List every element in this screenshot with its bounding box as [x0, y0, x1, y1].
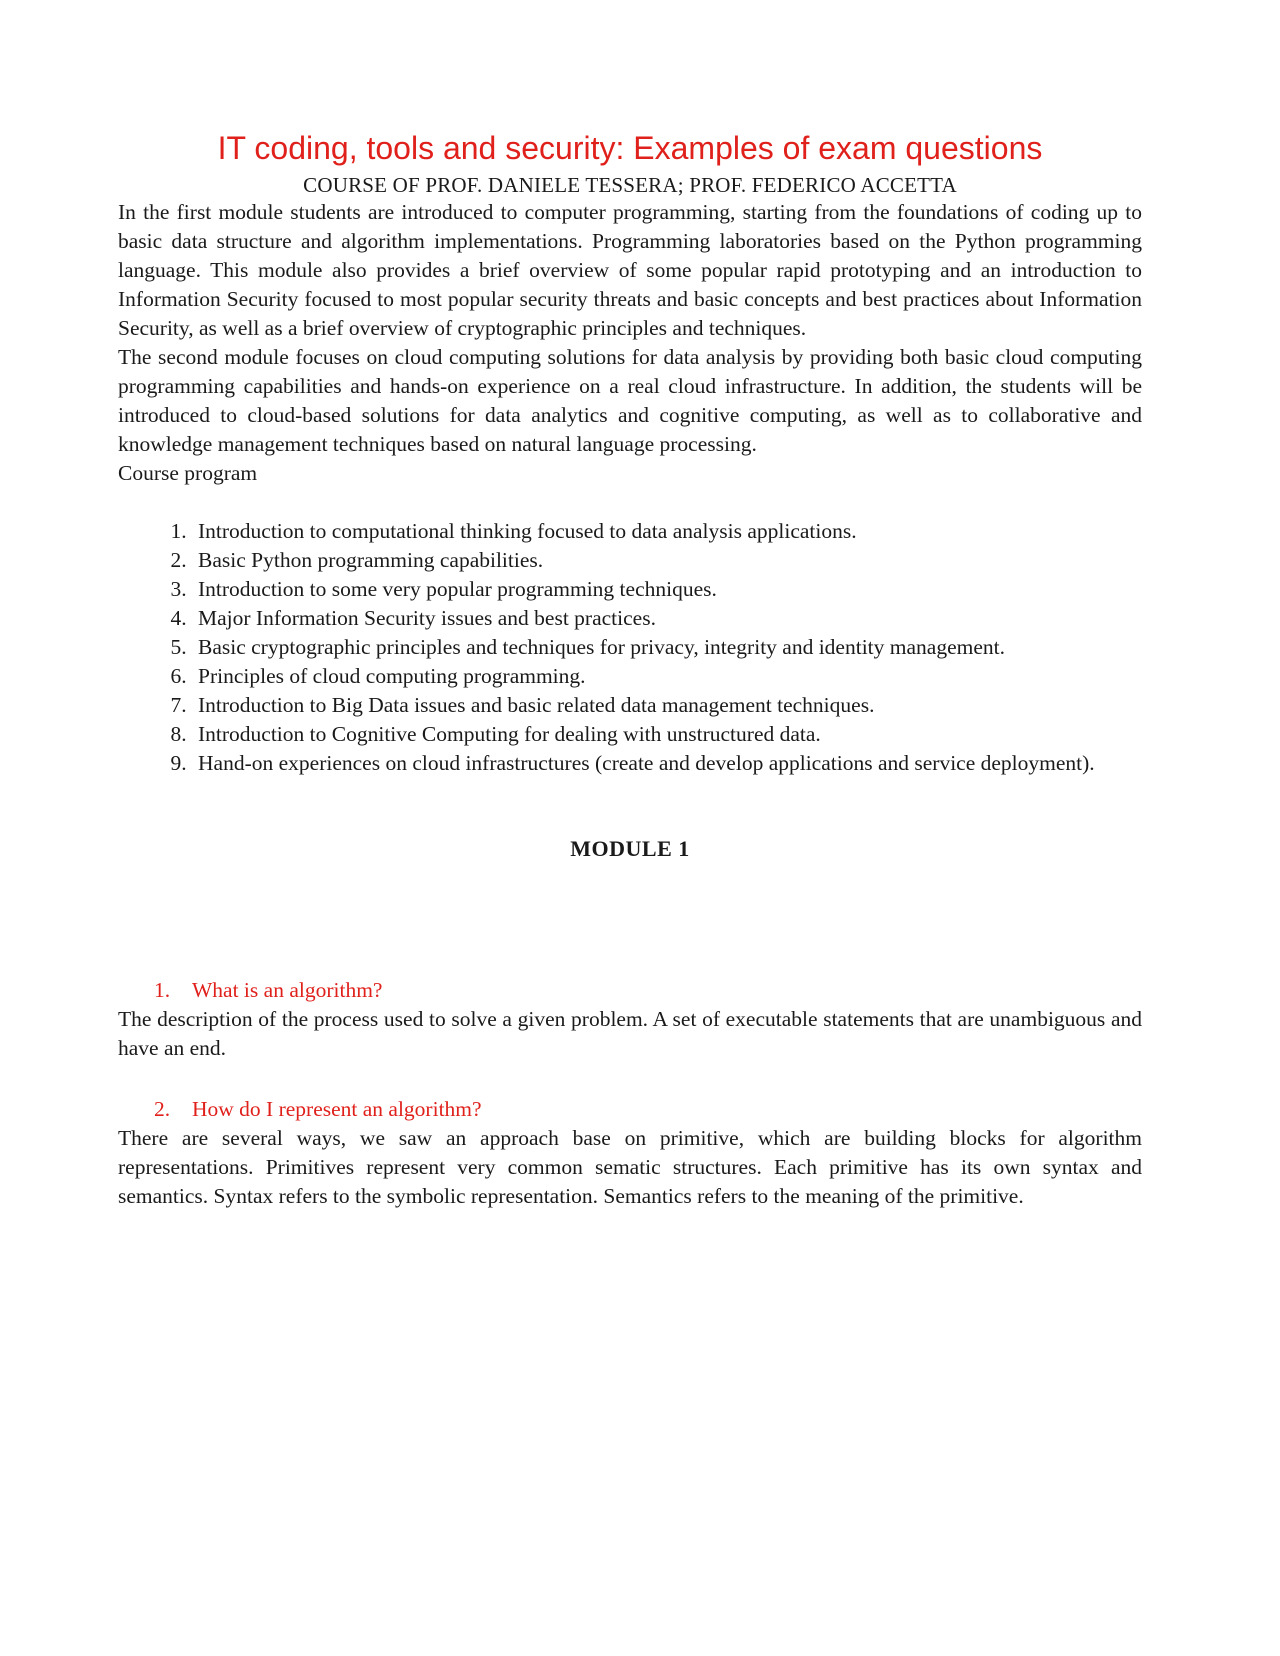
intro-paragraph-2: The second module focuses on cloud computing solutions for data analysis by providing both basic cloud computing programming capabilities and hands-on experience on a real cloud infrastructure. In addition, the students will be introduced to cloud-based solutions for data analytics and cognitive computing, as well as to collaborative and knowledge management techniques based on natural language processing.	[118, 345, 1142, 456]
program-item: 9. Hand-on experiences on cloud infrastructures (create and develop applications and service deployment).	[192, 749, 1142, 778]
course-program-label: Course program	[118, 461, 258, 485]
answer-2-rest: Primitives represent very common sematic structures. Each primitive has its own syntax and semantics. Syntax refers to the symbolic representation. Semantics refers to the meaning of the primitive.	[118, 1155, 1143, 1208]
course-program-list	[118, 517, 1142, 778]
question-2	[118, 1095, 1142, 1124]
program-item: 2. Basic Python programming capabilities.	[192, 546, 1142, 575]
program-item: 3. Introduction to some very popular programming techniques.	[192, 575, 1142, 604]
question-text: How do I represent an algorithm?	[192, 1097, 482, 1121]
question-1	[118, 976, 1142, 1005]
answer-2	[118, 1124, 1142, 1211]
document-page	[118, 128, 1142, 1211]
document-title: IT coding, tools and security: Examples of exam questions	[217, 130, 1043, 166]
answer-2-first-sentence: There are several ways, we saw an approach base on primitive, which are building blocks for algorithm representations.	[118, 1126, 1142, 1179]
program-item: 6. Principles of cloud computing programming.	[192, 662, 1142, 691]
program-item: 1. Introduction to computational thinking focused to data analysis applications.	[192, 517, 1142, 546]
document-subtitle: COURSE OF PROF. DANIELE TESSERA; PROF. FEDERICO ACCETTA	[303, 173, 957, 197]
program-item: 4. Major Information Security issues and best practices.	[192, 604, 1142, 633]
program-item: 7. Introduction to Big Data issues and basic related data management techniques.	[192, 691, 1142, 720]
module-heading: MODULE 1	[570, 836, 690, 861]
question-text: What is an algorithm?	[192, 978, 383, 1002]
program-item: 8. Introduction to Cognitive Computing for dealing with unstructured data.	[192, 720, 1142, 749]
program-item: 5. Basic cryptographic principles and techniques for privacy, integrity and identity management.	[192, 633, 1142, 662]
answer-1: The description of the process used to solve a given problem. A set of executable statements that are unambiguous and have an end.	[118, 1007, 1142, 1060]
intro-paragraph-1: In the first module students are introduced to computer programming, starting from the foundations of coding up to basic data structure and algorithm implementations. Programming laboratories based on the Python programming language. This module also provides a brief overview of some popular rapid prototyping and an introduction to Information Security focused to most popular security threats and basic concepts and best practices about Information Security, as well as a brief overview of cryptographic principles and techniques.	[118, 200, 1142, 340]
question-number: 2.	[154, 1097, 171, 1121]
question-number: 1.	[154, 978, 171, 1002]
